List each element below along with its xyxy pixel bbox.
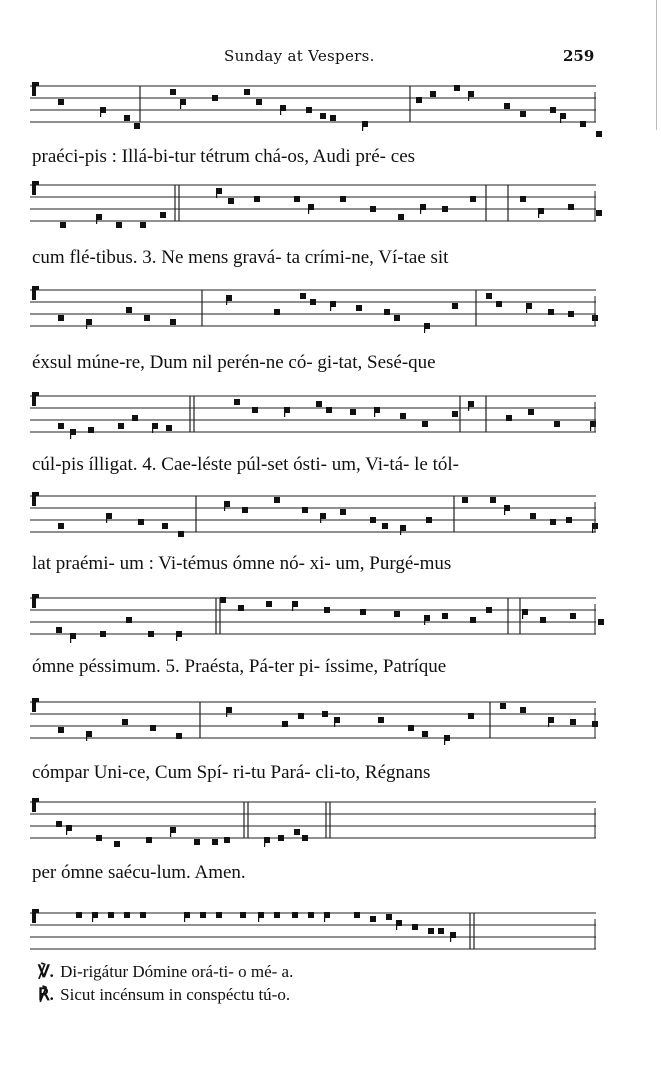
- neume-note: [160, 212, 166, 218]
- neume-staff-6: [30, 590, 596, 650]
- neume-note: [310, 299, 316, 305]
- neume-note: [540, 617, 546, 623]
- neume-stem: [362, 121, 363, 131]
- neume-staff-3: [30, 282, 596, 342]
- neume-note: [58, 727, 64, 733]
- neume-stem: [560, 113, 561, 123]
- neume-note: [598, 619, 604, 625]
- neume-note: [340, 196, 346, 202]
- lyric-line: cum flé-tibus. 3. Ne mens gravá- ta crími-ne, Ví-tae sit: [32, 247, 449, 268]
- clef-head: [32, 492, 39, 496]
- neume-note: [500, 703, 506, 709]
- neume-note: [256, 99, 262, 105]
- neume-note: [134, 123, 140, 129]
- staff: [30, 905, 596, 957]
- neume-stem: [396, 920, 397, 930]
- neume-note: [398, 214, 404, 220]
- neume-note: [282, 721, 288, 727]
- neume-note: [330, 115, 336, 121]
- neume-note: [148, 631, 154, 637]
- neume-stem: [450, 932, 451, 942]
- neume-note: [122, 719, 128, 725]
- neume-staff-2: [30, 177, 596, 237]
- neume-stem: [258, 912, 259, 922]
- neume-stem: [106, 513, 107, 523]
- neume-note: [306, 107, 312, 113]
- versicle-text: Di-rigátur Dómine orá-ti- o mé- a.: [60, 962, 294, 981]
- neume-note: [454, 85, 460, 91]
- neume-stem: [334, 717, 335, 727]
- staff: [30, 282, 596, 334]
- neume-note: [506, 415, 512, 421]
- staff: [30, 590, 596, 642]
- neume-note: [224, 837, 230, 843]
- neume-note: [212, 839, 218, 845]
- neume-stem: [176, 631, 177, 641]
- lyric-line: lat praémi- um : Vi-témus ómne nó- xi- um, Purgé-mus: [32, 553, 452, 574]
- neume-note: [570, 719, 576, 725]
- neume-stem: [468, 401, 469, 411]
- neume-note: [326, 407, 332, 413]
- neume-note: [566, 517, 572, 523]
- neume-note: [58, 523, 64, 529]
- neume-note: [302, 507, 308, 513]
- neume-note: [176, 733, 182, 739]
- neume-note: [100, 631, 106, 637]
- neume-note: [240, 912, 246, 918]
- neume-note: [470, 196, 476, 202]
- neume-note: [360, 609, 366, 615]
- neume-note: [580, 121, 586, 127]
- clef-head: [32, 798, 39, 802]
- neume-note: [298, 713, 304, 719]
- neume-note: [126, 307, 132, 313]
- neume-note: [96, 835, 102, 841]
- neume-note: [486, 293, 492, 299]
- neume-note: [144, 315, 150, 321]
- neume-note: [228, 198, 234, 204]
- neume-note: [146, 837, 152, 843]
- neume-stem: [538, 208, 539, 218]
- neume-note: [470, 617, 476, 623]
- staff: [30, 794, 596, 846]
- neume-note: [452, 303, 458, 309]
- lyric-line: cúl-pis ílligat. 4. Cae-léste púl-set ósti- um, Vi-tá- le tól-: [32, 454, 459, 475]
- neume-note: [300, 293, 306, 299]
- neume-note: [140, 912, 146, 918]
- neume-note: [118, 423, 124, 429]
- neume-note: [58, 99, 64, 105]
- neume-stem: [224, 501, 225, 511]
- staff: [30, 177, 596, 229]
- neume-note: [378, 717, 384, 723]
- neume-stem: [70, 633, 71, 643]
- neume-note: [212, 95, 218, 101]
- neume-note: [416, 97, 422, 103]
- neume-stem: [420, 204, 421, 214]
- neume-note: [60, 222, 66, 228]
- neume-note: [278, 835, 284, 841]
- neume-note: [170, 319, 176, 325]
- neume-stem: [548, 717, 549, 727]
- neume-stem: [330, 301, 331, 311]
- neume-note: [88, 427, 94, 433]
- neume-note: [234, 399, 240, 405]
- neume-note: [58, 423, 64, 429]
- versicle-line: [38, 962, 293, 982]
- neume-note: [302, 835, 308, 841]
- neume-note: [548, 309, 554, 315]
- neume-note: [132, 415, 138, 421]
- neume-note: [140, 222, 146, 228]
- lyric-line: praéci-pis : Illá-bi-tur tétrum chá-os, Audi pré- ces: [32, 146, 416, 167]
- neume-stem: [92, 912, 93, 922]
- neume-note: [354, 912, 360, 918]
- neume-staff-1: [30, 78, 596, 138]
- neume-stem: [184, 912, 185, 922]
- neume-note: [254, 196, 260, 202]
- neume-note: [322, 711, 328, 717]
- staff: [30, 694, 596, 746]
- neume-note: [370, 517, 376, 523]
- response-sign: ℟.: [38, 985, 54, 1004]
- neume-note: [162, 523, 168, 529]
- neume-note: [266, 601, 272, 607]
- neume-note: [238, 605, 244, 611]
- neume-note: [216, 912, 222, 918]
- clef-head: [32, 909, 39, 913]
- margin-rule: [656, 0, 657, 130]
- neume-note: [320, 113, 326, 119]
- clef-head: [32, 594, 39, 598]
- neume-note: [220, 597, 226, 603]
- neume-note: [194, 839, 200, 845]
- neume-note: [520, 707, 526, 713]
- neume-note: [150, 725, 156, 731]
- neume-stem: [216, 188, 217, 198]
- neume-note: [550, 107, 556, 113]
- neume-note: [408, 725, 414, 731]
- neume-note: [520, 196, 526, 202]
- clef-head: [32, 181, 39, 185]
- neume-note: [274, 497, 280, 503]
- neume-note: [394, 315, 400, 321]
- neume-note: [428, 928, 434, 934]
- neume-stem: [152, 423, 153, 433]
- neume-note: [422, 421, 428, 427]
- neume-note: [486, 607, 492, 613]
- neume-note: [530, 513, 536, 519]
- lyric-line: per ómne saécu-lum. Amen.: [32, 862, 246, 883]
- clef-head: [32, 392, 39, 396]
- clef-head: [32, 286, 39, 290]
- neume-note: [242, 507, 248, 513]
- neume-note: [370, 916, 376, 922]
- staff: [30, 78, 596, 130]
- clef-head: [32, 698, 39, 702]
- versicle-sign: ℣.: [38, 962, 54, 981]
- neume-stem: [284, 407, 285, 417]
- neume-note: [292, 912, 298, 918]
- neume-note: [308, 912, 314, 918]
- neume-note: [400, 413, 406, 419]
- neume-note: [56, 821, 62, 827]
- neume-note: [394, 611, 400, 617]
- neume-stem: [522, 609, 523, 619]
- neume-note: [568, 204, 574, 210]
- neume-stem: [66, 825, 67, 835]
- neume-note: [554, 421, 560, 427]
- neume-note: [442, 613, 448, 619]
- neume-note: [178, 531, 184, 537]
- neume-note: [550, 519, 556, 525]
- neume-stem: [424, 323, 425, 333]
- lyric-line: éxsul múne-re, Dum nil perén-ne có- gi-tat, Sesé-que: [32, 352, 436, 373]
- neume-note: [596, 210, 602, 216]
- neume-note: [76, 912, 82, 918]
- clef-head: [32, 82, 39, 86]
- neume-note: [108, 912, 114, 918]
- neume-stem: [280, 105, 281, 115]
- neume-note: [462, 497, 468, 503]
- neume-note: [384, 309, 390, 315]
- neume-stem: [170, 827, 171, 837]
- neume-note: [124, 912, 130, 918]
- response-text: Sicut incénsum in conspéctu tú-o.: [60, 985, 291, 1004]
- neume-note: [570, 613, 576, 619]
- neume-staff-5: [30, 488, 596, 548]
- neume-stem: [590, 421, 591, 431]
- neume-stem: [468, 91, 469, 101]
- neume-note: [244, 89, 250, 95]
- neume-note: [426, 517, 432, 523]
- lyric-line: cómpar Uni-ce, Cum Spí- ri-tu Pará- cli-to, Régnans: [32, 762, 431, 783]
- neume-stem: [400, 525, 401, 535]
- running-title: Sunday at Vespers.: [224, 47, 375, 65]
- neume-note: [386, 914, 392, 920]
- neume-stem: [324, 912, 325, 922]
- page-number: 259: [563, 47, 595, 65]
- neume-stem: [374, 407, 375, 417]
- neume-note: [528, 409, 534, 415]
- neume-note: [116, 222, 122, 228]
- neume-stem: [86, 731, 87, 741]
- neume-note: [274, 912, 280, 918]
- neume-stem: [86, 319, 87, 329]
- neume-stem: [226, 295, 227, 305]
- neume-note: [114, 841, 120, 847]
- lyric-line: ómne péssimum. 5. Praésta, Pá-ter pi- íssime, Patríque: [32, 656, 447, 677]
- staff: [30, 388, 596, 440]
- neume-stem: [180, 99, 181, 109]
- neume-note: [58, 315, 64, 321]
- neume-note: [200, 912, 206, 918]
- neume-note: [252, 407, 258, 413]
- neume-stem: [504, 505, 505, 515]
- neume-note: [412, 924, 418, 930]
- neume-stem: [226, 707, 227, 717]
- neume-stem: [424, 615, 425, 625]
- neume-stem: [292, 601, 293, 611]
- neume-note: [350, 409, 356, 415]
- neume-stem: [264, 837, 265, 847]
- neume-note: [430, 91, 436, 97]
- neume-staff-8: [30, 794, 596, 854]
- neume-note: [356, 305, 362, 311]
- neume-note: [170, 89, 176, 95]
- neume-note: [496, 301, 502, 307]
- neume-note: [438, 928, 444, 934]
- neume-note: [274, 309, 280, 315]
- neume-stem: [308, 204, 309, 214]
- neume-staff-4: [30, 388, 596, 448]
- neume-note: [452, 411, 458, 417]
- neume-stem: [444, 735, 445, 745]
- neume-note: [442, 206, 448, 212]
- neume-note: [596, 131, 602, 137]
- neume-note: [340, 509, 346, 515]
- neume-note: [370, 206, 376, 212]
- neume-note: [294, 196, 300, 202]
- neume-note: [324, 607, 330, 613]
- neume-staff-7: [30, 694, 596, 754]
- neume-note: [422, 731, 428, 737]
- staff: [30, 488, 596, 540]
- neume-note: [468, 713, 474, 719]
- neume-note: [504, 103, 510, 109]
- neume-note: [490, 497, 496, 503]
- neume-note: [166, 425, 172, 431]
- neume-note: [124, 115, 130, 121]
- neume-stem: [100, 107, 101, 117]
- neume-stem: [592, 523, 593, 533]
- neume-stem: [70, 429, 71, 439]
- neume-stem: [526, 303, 527, 313]
- neume-note: [568, 311, 574, 317]
- neume-note: [520, 111, 526, 117]
- neume-note: [56, 627, 62, 633]
- neume-stem: [320, 513, 321, 523]
- versicle-staff: [30, 905, 596, 965]
- neume-note: [382, 523, 388, 529]
- neume-stem: [96, 214, 97, 224]
- neume-note: [126, 617, 132, 623]
- neume-note: [138, 519, 144, 525]
- response-line: [38, 985, 290, 1005]
- neume-note: [316, 401, 322, 407]
- neume-note: [294, 829, 300, 835]
